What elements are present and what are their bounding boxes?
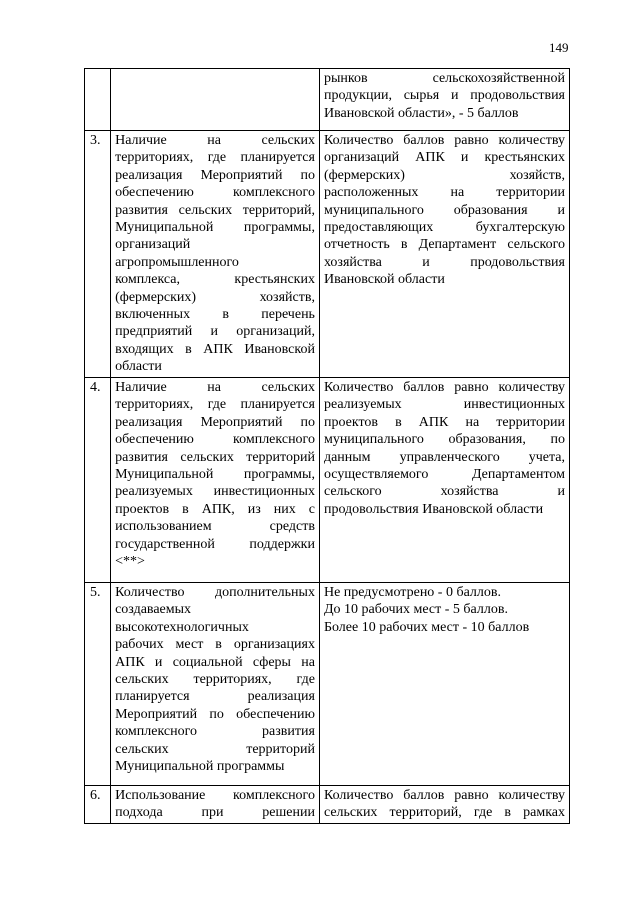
text-line: подхода при решении bbox=[115, 805, 315, 821]
row-number: 6. bbox=[85, 786, 111, 824]
text-line: организаций bbox=[115, 237, 191, 253]
evaluation-cell bbox=[319, 378, 569, 583]
row-number: 3. bbox=[85, 131, 111, 378]
text-line: (фермерских) хозяйств, bbox=[115, 289, 315, 305]
text-line: организаций АПК и крестьянских bbox=[323, 150, 565, 166]
text-line: создаваемых bbox=[115, 602, 192, 618]
text-line: Более 10 рабочих мест - 10 баллов bbox=[323, 619, 530, 635]
text-line: проектов в АПК, из них с bbox=[115, 501, 315, 517]
table-row bbox=[85, 69, 570, 131]
criterion-cell bbox=[111, 378, 320, 583]
text-line: развития сельских территорий bbox=[115, 449, 315, 465]
text-line: использованием средств bbox=[115, 519, 315, 535]
text-line: осуществляемого Департаментом bbox=[323, 467, 565, 483]
text-line: территориях, где планируется bbox=[115, 397, 315, 413]
text-line: агропромышленного bbox=[115, 254, 239, 270]
text-line: Наличие на сельских bbox=[115, 380, 315, 395]
criterion-cell bbox=[111, 131, 320, 378]
text-line: реализация Мероприятий по bbox=[115, 414, 315, 430]
text-line: отчетность в Департамент сельского bbox=[323, 237, 565, 253]
row-number: 5. bbox=[85, 583, 111, 786]
text-line: государственной поддержки bbox=[115, 536, 315, 552]
text-line: реализуемых инвестиционных bbox=[323, 397, 565, 413]
text-line: Использование комплексного bbox=[115, 788, 315, 803]
text-line: <**> bbox=[115, 554, 145, 570]
table-row bbox=[85, 583, 570, 786]
text-line: комплекса, крестьянских bbox=[115, 272, 315, 288]
text-line: До 10 рабочих мест - 5 баллов. bbox=[323, 602, 508, 618]
text-line: высокотехнологичных bbox=[115, 619, 249, 635]
text-line: комплексного развития bbox=[115, 724, 315, 740]
text-line: хозяйства и продовольствия bbox=[323, 254, 565, 270]
text-line: проектов в АПК на территории bbox=[323, 414, 565, 430]
criterion-cell bbox=[111, 583, 320, 786]
text-line: реализация Мероприятий по bbox=[115, 167, 315, 183]
text-line: включенных в перечень bbox=[115, 307, 315, 323]
text-line: сельских территориях, где bbox=[115, 672, 315, 688]
text-line: Ивановской области», - 5 баллов bbox=[323, 105, 519, 121]
criterion-cell bbox=[111, 69, 320, 131]
text-line: реализуемых инвестиционных bbox=[115, 484, 315, 500]
evaluation-cell bbox=[319, 69, 569, 131]
text-line: территориях, где планируется bbox=[115, 150, 315, 166]
text-line: Муниципальной программы bbox=[115, 759, 285, 775]
text-line: предприятий и организаций, bbox=[115, 324, 315, 340]
table-row bbox=[85, 786, 570, 824]
text-line: Муниципальной программы, bbox=[115, 220, 315, 236]
text-line: предоставляющих бухгалтерскую bbox=[323, 220, 565, 236]
row-number bbox=[85, 69, 111, 131]
text-line: рабочих мест в организациях bbox=[115, 637, 315, 653]
table-row bbox=[85, 378, 570, 583]
text-line: данным управленческого учета, bbox=[323, 449, 565, 465]
text-line: рынков сельскохозяйственной bbox=[323, 71, 565, 86]
text-line: входящих в АПК Ивановской bbox=[115, 341, 315, 357]
evaluation-cell bbox=[319, 131, 569, 378]
text-line: АПК и социальной сферы на bbox=[115, 654, 315, 670]
text-line: Наличие на сельских bbox=[115, 133, 315, 148]
text-line: муниципального образования и bbox=[323, 202, 565, 218]
criteria-table bbox=[84, 68, 570, 824]
text-line: продукции, сырья и продовольствия bbox=[323, 88, 565, 104]
text-line: Мероприятий по обеспечению bbox=[115, 706, 315, 722]
text-line: сельских территорий bbox=[115, 741, 315, 757]
text-line: области bbox=[115, 359, 162, 375]
text-line: Количество дополнительных bbox=[115, 585, 315, 600]
criterion-cell bbox=[111, 786, 320, 824]
text-line: планируется реализация bbox=[115, 689, 315, 705]
text-line: сельских территорий, где в рамках bbox=[323, 805, 565, 821]
table-row bbox=[85, 131, 570, 378]
text-line: обеспечению комплексного bbox=[115, 185, 315, 201]
text-line: развития сельских территорий, bbox=[115, 202, 315, 218]
text-line: (фермерских) хозяйств, bbox=[323, 167, 565, 183]
evaluation-cell bbox=[319, 786, 569, 824]
text-line: Количество баллов равно количеству bbox=[323, 133, 565, 148]
text-line: сельского хозяйства и bbox=[323, 484, 565, 500]
text-line: Ивановской области bbox=[323, 272, 445, 288]
text-line: обеспечению комплексного bbox=[115, 432, 315, 448]
text-line: муниципального образования, по bbox=[323, 432, 565, 448]
text-line: Количество баллов равно количеству bbox=[323, 380, 565, 395]
text-line: продовольствия Ивановской области bbox=[323, 501, 544, 517]
text-line: расположенных на территории bbox=[323, 185, 565, 201]
page-number: 149 bbox=[549, 40, 569, 55]
text-line: Муниципальной программы, bbox=[115, 467, 315, 483]
evaluation-cell bbox=[319, 583, 569, 786]
row-number: 4. bbox=[85, 378, 111, 583]
text-line: Не предусмотрено - 0 баллов. bbox=[323, 585, 502, 600]
text-line: Количество баллов равно количеству bbox=[323, 788, 565, 803]
